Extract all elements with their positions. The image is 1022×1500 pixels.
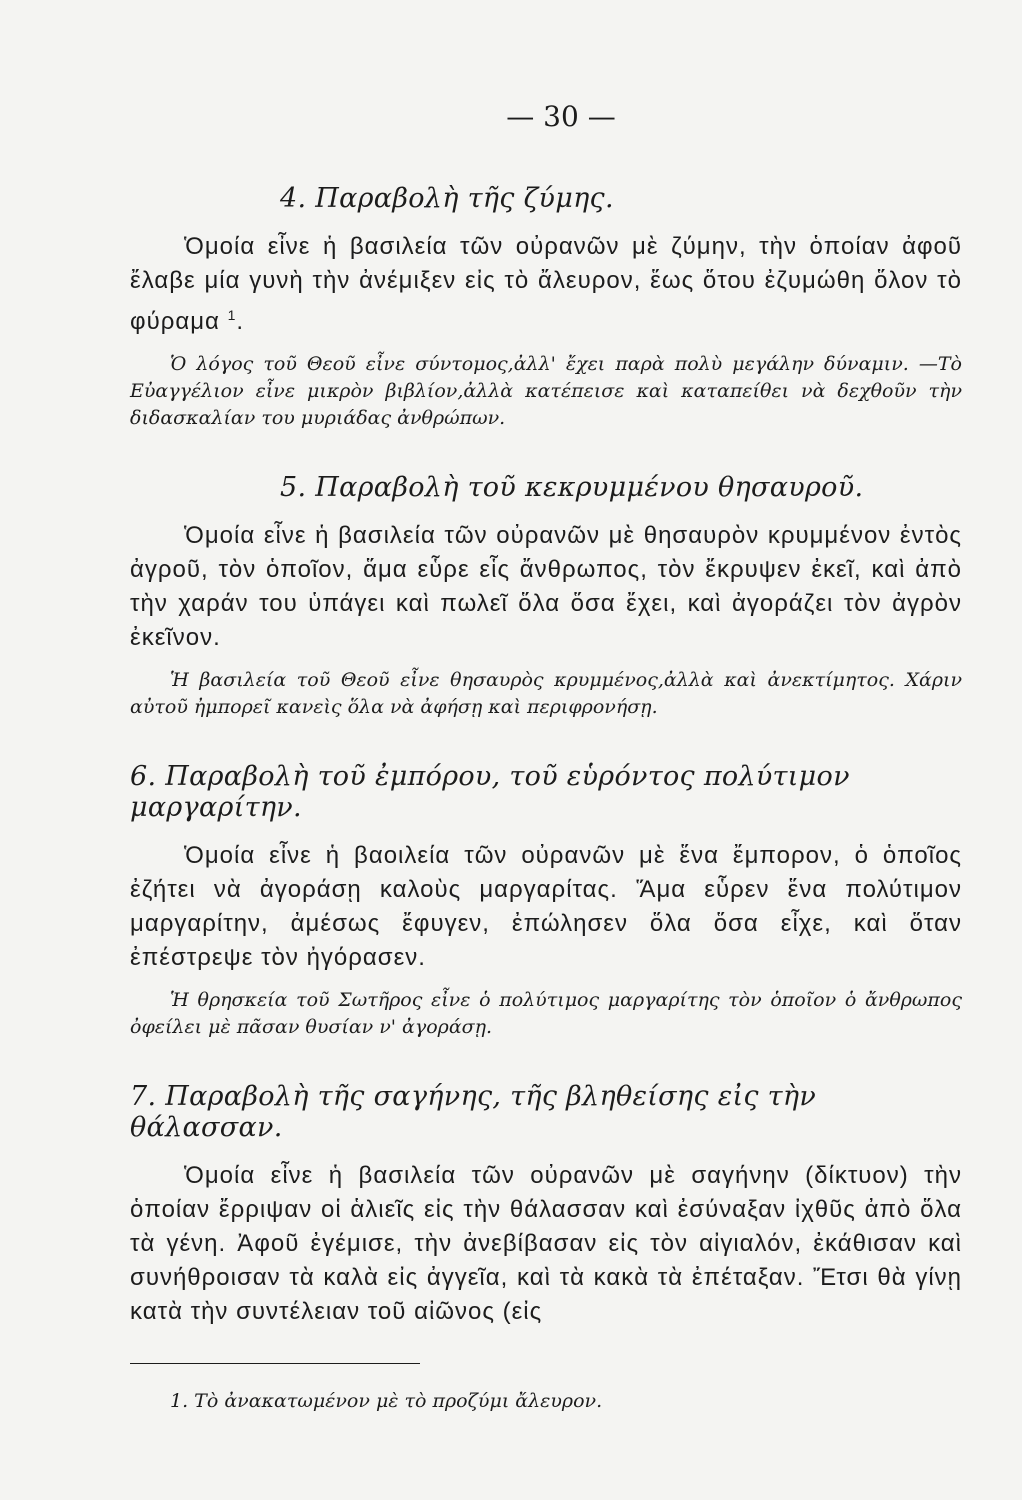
commentary-note: Ὁ λόγος τοῦ Θεοῦ εἶνε σύντομος,ἀλλ' ἔχει παρὰ πολὺ μεγάλην δύναμιν. —Τὸ Εὐαγγέλιον εἶνε μικρὸν βιβλίον,ἀλλὰ κατέπεισε καὶ καταπείθει νὰ δεχθοῦν τὴν διδασκαλίαν του μυριάδας ἀνθρώπων.: [130, 353, 962, 429]
footnote: 1. Τὸ ἀνακατωμένον μὲ τὸ προζύμι ἄλευρον.: [170, 1390, 603, 1412]
page-number: — 30 —: [506, 100, 616, 133]
body-paragraph: [130, 230, 962, 339]
body-paragraph: Ὁμοία εἶνε ἡ βασιλεία τῶν οὐρανῶν μὲ σαγήνην (δίκτυον) τὴν ὁποίαν ἔρριψαν οἱ ἁλιεῖς εἰς τὴν θάλασσαν καὶ ἐσύναξαν ἰχθῦς ἀπὸ ὅλα τὰ γένη. Ἀφοῦ ἐγέμισε, τὴν ἀνεβίβασαν εἰς τὸν αἰγιαλόν, ἐκάθισαν καὶ συνήθροισαν τὰ καλὰ εἰς ἀγγεῖα, καὶ τὰ κακὰ τὰ ἐπέταξαν. Ἔτσι θὰ γίνῃ κατὰ τὴν συντέλειαν τοῦ αἰῶνος (εἰς: [130, 1162, 962, 1325]
section-parable-7: [130, 1081, 962, 1329]
section-title: 6. Παραβολὴ τοῦ ἐμπόρου, τοῦ εὑρόντος πολύτιμον μαργαρίτην.: [130, 761, 850, 823]
commentary-note: Ἡ θρησκεία τοῦ Σωτῆρος εἶνε ὁ πολύτιμος μαργαρίτης τὸν ὁποῖον ὁ ἄνθρωπος ὀφείλει μὲ πᾶσαν θυσίαν ν' ἀγοράσῃ.: [130, 989, 962, 1038]
body-paragraph: Ὁμοία εἶνε ἡ βαοιλεία τῶν οὐρανῶν μὲ ἕνα ἔμπορον, ὁ ὁποῖος ἐζήτει νὰ ἀγοράσῃ καλοὺς μαργαρίτας. Ἅμα εὗρεν ἕνα πολύτιμον μαργαρίτην, ἀμέσως ἔφυγεν, ἐπώλησεν ὅλα ὅσα εἶχε, καὶ ὅταν ἐπέστρεψε τὸν ἠγόρασεν.: [130, 842, 962, 971]
footnote-marker: 1: [227, 307, 237, 323]
footnote-divider: [130, 1363, 420, 1364]
section-parable-6: [130, 761, 962, 1041]
paragraph-text: Ὁμοία εἶνε ἡ βασιλεία τῶν οὐρανῶν μὲ ζύμην, τὴν ὁποίαν ἀφοῦ ἔλαβε μία γυνὴ τὴν ἀνέμιξεν εἰς τὸ ἄλευρον, ἕως ὅτου ἐζυμώθη ὅλον τὸ φύραμα: [130, 233, 962, 335]
section-title: 7. Παραβολὴ τῆς σαγήνης, τῆς βληθείσης εἰς τὴν θάλασσαν.: [130, 1081, 817, 1143]
paragraph-end: .: [236, 308, 245, 335]
section-title: 4. Παραβολὴ τῆς ζύμης.: [280, 183, 614, 214]
section-parable-5: [130, 472, 962, 721]
section-parable-4: [130, 183, 962, 432]
commentary-note: Ἡ βασιλεία τοῦ Θεοῦ εἶνε θησαυρὸς κρυμμένος,ἀλλὰ καὶ ἀνεκτίμητος. Χάριν αὐτοῦ ἠμπορεῖ κανεὶς ὅλα νὰ ἀφήσῃ καὶ περιφρονήσῃ.: [130, 669, 962, 718]
section-title: 5. Παραβολὴ τοῦ κεκρυμμένου θησαυροῦ.: [280, 472, 864, 503]
body-paragraph: Ὁμοία εἶνε ἡ βασιλεία τῶν οὐρανῶν μὲ θησαυρὸν κρυμμένον ἐντὸς ἀγροῦ, τὸν ὁποῖον, ἅμα εὗρε εἷς ἄνθρωπος, τὸν ἔκρυψεν ἐκεῖ, καὶ ἀπὸ τὴν χαράν του ὑπάγει καὶ πωλεῖ ὅλα ὅσα ἔχει, καὶ ἀγοράζει τὸν ἀγρὸν ἐκεῖνον.: [130, 522, 962, 651]
